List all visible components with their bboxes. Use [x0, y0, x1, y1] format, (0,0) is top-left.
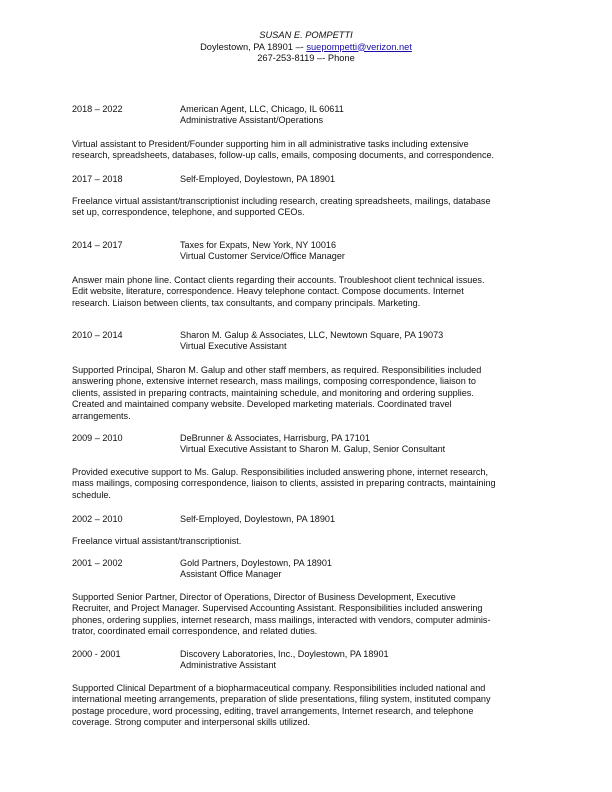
job-heading	[72, 330, 542, 353]
job-description	[72, 467, 542, 501]
description-line: Freelance virtual assistant/transcriptionist including research, creating spreadsheets, mailings, database	[72, 196, 491, 206]
job-title: Administrative Assistant	[180, 660, 277, 671]
job-dates: 2010 – 2014	[72, 330, 123, 340]
job-heading	[72, 514, 542, 525]
job-heading	[72, 649, 542, 672]
job-title: Assistant Office Manager	[180, 569, 282, 580]
job-description	[72, 683, 542, 729]
job-dates: 2001 – 2002	[72, 558, 123, 568]
description-line: schedule.	[72, 489, 111, 500]
phone-line: 267-253-8119 –- Phone	[257, 53, 355, 63]
description-line: international meeting arrangements, preparation of slide presentations, filing system, instituted company	[72, 694, 491, 705]
description-line: trator, coordinated email correspondence, and related duties.	[72, 626, 318, 637]
job-dates: 2018 – 2022	[72, 104, 123, 114]
description-line: Edit website, literature, correspondence. Heavy telephone contact. Compose documents. Internet	[72, 286, 464, 297]
description-line: phones, ordering supplies, internet research, mass mailings, interacted with vendors, computer adminis-	[72, 614, 491, 625]
job-employer: Sharon M. Galup & Associates, LLC, Newtown Square, PA 19073	[180, 330, 444, 340]
description-line: Virtual assistant to President/Founder supporting him in all administrative tasks including extensive	[72, 139, 469, 149]
job-description	[72, 139, 542, 162]
candidate-name: SUSAN E. POMPETTI	[259, 30, 353, 40]
job-description	[72, 196, 542, 219]
job-dates: 2014 – 2017	[72, 240, 123, 250]
job-description	[72, 365, 542, 422]
job-title: Virtual Executive Assistant to Sharon M. Galup, Senior Consultant	[180, 444, 446, 455]
job-heading	[72, 433, 542, 456]
job-dates: 2009 – 2010	[72, 433, 123, 443]
job-employer: Gold Partners, Doylestown, PA 18901	[180, 558, 332, 568]
job-title: Administrative Assistant/Operations	[180, 115, 324, 126]
job-title: Virtual Customer Service/Office Manager	[180, 251, 345, 262]
description-line: mass mailings, composing correspondence, liaison to clients, assisted in preparing contracts, maintaining	[72, 478, 496, 489]
job-employer: Self-Employed, Doylestown, PA 18901	[180, 514, 336, 524]
job-employer: Taxes for Expats, New York, NY 10016	[180, 240, 337, 250]
job-description	[72, 592, 542, 638]
email-link[interactable]: suepompetti@verizon.net	[306, 41, 412, 52]
job-employer: Self-Employed, Doylestown, PA 18901	[180, 174, 336, 184]
job-description	[72, 536, 542, 547]
job-description	[72, 275, 542, 309]
address-text: Doylestown, PA 18901 –-	[200, 41, 307, 52]
job-title: Virtual Executive Assistant	[180, 341, 287, 352]
description-line: arrangements.	[72, 410, 131, 421]
job-heading	[72, 174, 542, 185]
description-line: Recruiter, and Project Manager. Supervised Accounting Assistant. Responsibilities included answering	[72, 603, 483, 614]
description-line: coverage. Strong computer and interpersonal skills utilized.	[72, 717, 311, 728]
description-line: Supported Principal, Sharon M. Galup and other staff members, as required. Responsibilities included	[72, 365, 482, 375]
description-line: research. Liaison between clients, tax consultants, and company principals. Marketing.	[72, 297, 421, 308]
job-dates: 2002 – 2010	[72, 514, 123, 524]
job-heading	[72, 104, 542, 127]
description-line: postage procedure, word processing, editing, travel arrangements, Internet research, and telephone	[72, 705, 474, 716]
description-line: Created and maintained company website. Developed marketing materials. Coordinated travel	[72, 399, 452, 410]
job-employer: Discovery Laboratories, Inc., Doylestown, PA 18901	[180, 649, 389, 659]
description-line: Provided executive support to Ms. Galup. Responsibilities included answering phone, internet research,	[72, 467, 489, 477]
job-dates: 2017 – 2018	[72, 174, 123, 184]
description-line: answering phone, extensive internet research, mass mailings, composing correspondence, liaison to	[72, 376, 476, 387]
description-line: clients, assisted in preparing contracts, maintaining schedule, and monitoring and ordering supplies.	[72, 387, 474, 398]
job-heading	[72, 240, 542, 263]
description-line: Supported Senior Partner, Director of Operations, Director of Business Development, Executive	[72, 592, 456, 602]
job-employer: DeBrunner & Associates, Harrisburg, PA 17101	[180, 433, 370, 443]
description-line: Supported Clinical Department of a biopharmaceutical company. Responsibilities included national and	[72, 683, 486, 693]
job-dates: 2000 - 2001	[72, 649, 121, 659]
resume-header	[0, 30, 612, 65]
description-line: research, spreadsheets, databases, follow-up calls, emails, composing documents, and correspondence.	[72, 150, 495, 161]
description-line: Freelance virtual assistant/transcriptionist.	[72, 536, 242, 546]
description-line: set up, correspondence, telephone, and supported CEOs.	[72, 207, 305, 218]
contact-line	[0, 42, 612, 54]
description-line: Answer main phone line. Contact clients regarding their accounts. Troubleshoot client technical issues.	[72, 275, 485, 285]
job-heading	[72, 558, 542, 581]
job-employer: American Agent, LLC, Chicago, IL 60611	[180, 104, 344, 114]
